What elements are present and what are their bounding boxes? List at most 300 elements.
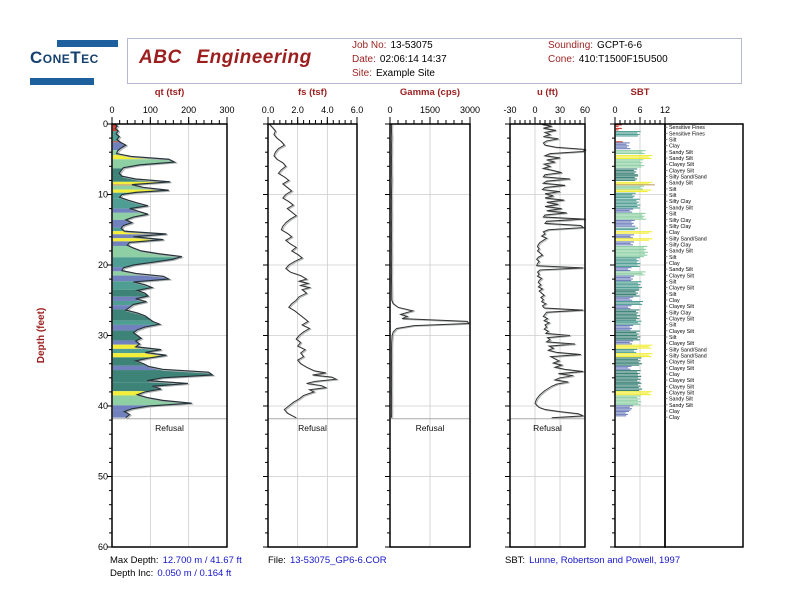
panel-u bbox=[503, 87, 590, 547]
field-label: Job No: bbox=[352, 40, 387, 51]
fill-band bbox=[112, 209, 227, 213]
footer-label: Depth Inc: bbox=[110, 568, 154, 579]
fill-band bbox=[112, 234, 227, 238]
sbt-soil-label: Sandy Silt bbox=[669, 248, 693, 255]
sbt-soil-label: Sandy Silt bbox=[669, 402, 693, 409]
sbt-soil-label: Clay bbox=[669, 260, 680, 267]
sbt-soil-label: Sandy Silt bbox=[669, 267, 693, 274]
sbt-bar bbox=[616, 273, 642, 274]
sbt-bar bbox=[616, 214, 642, 215]
sbt-bar bbox=[616, 318, 640, 319]
axis-tick-label: 0 bbox=[612, 105, 618, 115]
fill-band bbox=[112, 357, 227, 365]
logo-bar-top bbox=[57, 40, 118, 47]
depth-tick-label: 30 bbox=[97, 330, 108, 341]
sbt-bar bbox=[616, 314, 637, 315]
sbt-soil-label: Clay bbox=[669, 415, 680, 422]
sbt-bar bbox=[616, 253, 645, 254]
sbt-soil-label: Silty Clay bbox=[669, 199, 692, 206]
fill-band bbox=[112, 184, 227, 185]
footer-value: 12.700 m / 41.67 ft bbox=[162, 555, 242, 566]
sbt-bar bbox=[616, 369, 631, 370]
sbt-bar bbox=[616, 277, 631, 278]
sbt-soil-label: Silt bbox=[669, 334, 677, 341]
sbt-bar bbox=[616, 335, 637, 336]
sbt-bar bbox=[616, 128, 622, 129]
footer-label: SBT: bbox=[505, 555, 526, 566]
sbt-soil-label: Clay bbox=[669, 143, 680, 150]
sbt-bar bbox=[616, 398, 640, 399]
sbt-label-column bbox=[665, 124, 743, 547]
sbt-bar bbox=[616, 196, 635, 197]
sbt-soil-label: Sandy Silt bbox=[669, 205, 693, 212]
sbt-soil-label: Silt bbox=[669, 279, 677, 286]
sbt-soil-label: Silty Clay bbox=[669, 217, 692, 224]
fill-band bbox=[112, 168, 227, 175]
sbt-bar bbox=[616, 294, 636, 295]
sbt-bar bbox=[616, 259, 637, 260]
sbt-bar bbox=[616, 203, 637, 204]
sbt-bar bbox=[616, 384, 638, 385]
sbt-bar bbox=[616, 174, 638, 175]
sbt-bar bbox=[616, 168, 637, 169]
logo-bar-bottom bbox=[30, 78, 94, 85]
sbt-bar bbox=[616, 216, 645, 217]
sbt-bar bbox=[616, 193, 636, 194]
gamma-trace-shadow bbox=[393, 125, 470, 418]
sbt-top-axis bbox=[612, 105, 670, 124]
sbt-bar bbox=[616, 336, 641, 337]
sbt-bar bbox=[616, 170, 634, 171]
sbt-soil-label: Clay bbox=[669, 409, 680, 416]
sbt-soil-label: Silty Clay bbox=[669, 242, 692, 249]
sbt-bar bbox=[616, 229, 635, 230]
sbt-bar bbox=[616, 161, 640, 162]
fs-grid bbox=[268, 124, 357, 547]
sbt-bar bbox=[616, 343, 632, 344]
sbt-bar bbox=[616, 186, 644, 187]
fill-band bbox=[112, 325, 227, 331]
sbt-bar bbox=[616, 382, 640, 383]
footer-sbt-ref bbox=[505, 555, 680, 566]
logo-text: ConeTec bbox=[30, 48, 99, 67]
sbt-bar bbox=[616, 304, 642, 305]
fill-band bbox=[112, 290, 227, 297]
sbt-bar bbox=[616, 373, 640, 374]
sbt-soil-label: Clayey Silt bbox=[669, 328, 695, 335]
sbt-bar bbox=[616, 325, 633, 326]
sbt-bar bbox=[616, 391, 652, 392]
sbt-bar bbox=[616, 131, 641, 132]
sbt-bar bbox=[616, 377, 639, 378]
sbt-soil-label: Silty Clay bbox=[669, 310, 692, 317]
sbt-bar bbox=[616, 308, 631, 309]
sbt-bar bbox=[616, 359, 638, 360]
sbt-bar bbox=[616, 234, 634, 235]
sbt-bar bbox=[616, 252, 648, 253]
sbt-bar bbox=[616, 133, 637, 134]
fill-band bbox=[112, 150, 227, 155]
fill-band bbox=[112, 349, 227, 353]
sbt-bar bbox=[616, 240, 649, 241]
sbt-bar bbox=[616, 355, 649, 356]
sbt-bar bbox=[616, 415, 626, 416]
axis-tick-label: 3000 bbox=[459, 105, 481, 115]
sbt-bar bbox=[616, 263, 641, 264]
sbt-bar bbox=[616, 182, 652, 183]
sbt-bar bbox=[616, 333, 639, 334]
footer-label: Max Depth: bbox=[110, 555, 159, 566]
sbt-bar bbox=[616, 267, 632, 268]
sbt-bar bbox=[616, 394, 651, 395]
sbt-bar bbox=[616, 363, 642, 364]
sbt-soil-label: Clayey Silt bbox=[669, 304, 695, 311]
sbt-soil-label: Silt bbox=[669, 193, 677, 200]
sbt-soil-label: Sandy Silt bbox=[669, 396, 693, 403]
sbt-soil-label: Sensitive Fines bbox=[669, 131, 705, 138]
field-date bbox=[352, 54, 447, 65]
fs-top-axis bbox=[262, 105, 364, 124]
sbt-bar bbox=[616, 405, 633, 406]
field-cone bbox=[548, 54, 668, 65]
gamma-refusal-label: Refusal bbox=[415, 422, 445, 433]
field-label: Cone: bbox=[548, 54, 575, 65]
fill-band bbox=[112, 124, 227, 128]
sbt-bar bbox=[616, 293, 638, 294]
sbt-bar bbox=[616, 387, 639, 388]
footer-value: Lunne, Robertson and Powell, 1997 bbox=[529, 555, 681, 566]
sbt-bar bbox=[616, 173, 635, 174]
sbt-bar bbox=[616, 228, 638, 229]
fill-band bbox=[112, 281, 227, 289]
sbt-bar bbox=[616, 339, 640, 340]
axis-tick-label: -30 bbox=[503, 105, 517, 115]
sbt-bar bbox=[616, 155, 652, 156]
gamma-title: Gamma (cps) bbox=[399, 87, 461, 98]
depth-tick-label: 0 bbox=[102, 119, 108, 129]
sbt-soil-label: Clayey Silt bbox=[669, 384, 695, 391]
sbt-bar bbox=[616, 184, 655, 185]
sbt-title: SBT bbox=[630, 87, 650, 98]
sbt-bar bbox=[616, 135, 638, 136]
sbt-bar bbox=[616, 191, 648, 192]
sbt-bar bbox=[616, 129, 619, 130]
sbt-bar bbox=[616, 407, 630, 408]
sbt-soil-label: Clay bbox=[669, 230, 680, 237]
sbt-bar bbox=[616, 205, 641, 206]
sbt-bar bbox=[616, 284, 641, 285]
sbt-bar bbox=[616, 342, 630, 343]
company-name: ABC Engineering bbox=[139, 47, 312, 68]
fill-band bbox=[112, 353, 227, 357]
sbt-bar bbox=[616, 126, 619, 127]
axis-tick-label: 100 bbox=[142, 105, 158, 115]
sbt-bar bbox=[616, 410, 631, 411]
sbt-bar bbox=[616, 317, 637, 318]
fill-band bbox=[112, 391, 227, 395]
sbt-bar bbox=[616, 307, 628, 308]
sbt-bar bbox=[616, 287, 642, 288]
sbt-bar bbox=[616, 165, 644, 166]
field-value: 02:06:14 14:37 bbox=[379, 54, 447, 65]
fill-band bbox=[112, 345, 227, 349]
sbt-soil-label: Silty Sand/Sand bbox=[669, 174, 707, 181]
sbt-bar bbox=[616, 187, 641, 188]
sbt-soil-label: Sandy Silt bbox=[669, 156, 693, 163]
sbt-bar bbox=[616, 237, 633, 238]
sbt-bar bbox=[616, 403, 639, 404]
sbt-soil-label: Silty Sand/Sand bbox=[669, 353, 707, 360]
sbt-soil-label: Clay bbox=[669, 297, 680, 304]
fill-band bbox=[112, 321, 227, 325]
sbt-bar bbox=[616, 326, 630, 327]
field-site bbox=[352, 68, 435, 79]
sbt-bar bbox=[616, 295, 640, 296]
sbt-bar bbox=[616, 147, 627, 148]
sbt-bars bbox=[616, 124, 655, 416]
sbt-bar bbox=[616, 357, 642, 358]
sbt-bar bbox=[616, 300, 632, 301]
sbt-bar bbox=[616, 301, 643, 302]
sbt-bar bbox=[616, 238, 652, 239]
axis-tick-label: 0 bbox=[387, 105, 393, 115]
sbt-bar bbox=[616, 349, 637, 350]
axis-tick-label: 300 bbox=[219, 105, 235, 115]
depth-axis-title: Depth (feet) bbox=[36, 307, 47, 364]
axis-tick-label: 6.0 bbox=[350, 105, 364, 115]
sbt-bar bbox=[616, 348, 651, 349]
axis-tick-label: 6 bbox=[637, 105, 643, 115]
sbt-bar bbox=[616, 370, 641, 371]
sbt-bar bbox=[616, 414, 628, 415]
fill-band bbox=[112, 301, 227, 305]
sbt-bar bbox=[616, 231, 652, 232]
sbt-bar bbox=[616, 141, 623, 142]
sbt-bar bbox=[616, 269, 628, 270]
sbt-bar bbox=[616, 148, 631, 149]
sbt-bar bbox=[616, 352, 636, 353]
sbt-bar bbox=[616, 167, 641, 168]
sbt-bar bbox=[616, 226, 636, 227]
sbt-bar bbox=[616, 290, 639, 291]
field-label: Date: bbox=[352, 54, 376, 65]
sbt-bar bbox=[616, 276, 634, 277]
panel-qt bbox=[107, 87, 235, 547]
sbt-bar bbox=[616, 380, 637, 381]
footer-value: 0.050 m / 0.164 ft bbox=[157, 568, 232, 579]
depth-tick-label: 60 bbox=[97, 542, 108, 552]
sbt-soil-label: Silt bbox=[669, 186, 677, 193]
sbt-bar bbox=[616, 264, 638, 265]
conetec-logo bbox=[30, 40, 118, 85]
sbt-bar bbox=[616, 156, 649, 157]
sbt-soil-label: Silt bbox=[669, 291, 677, 298]
sbt-bar bbox=[616, 389, 642, 390]
sbt-soil-label: Silt bbox=[669, 211, 677, 218]
sbt-bar bbox=[616, 321, 642, 322]
sbt-bar bbox=[616, 180, 636, 181]
gamma-grid bbox=[390, 124, 470, 547]
sbt-bar bbox=[616, 223, 634, 224]
fill-band bbox=[112, 142, 227, 150]
sbt-bar bbox=[616, 134, 640, 135]
sbt-bar bbox=[616, 353, 652, 354]
sbt-bar bbox=[616, 209, 633, 210]
sbt-bar bbox=[616, 194, 632, 195]
sbt-bar bbox=[616, 309, 640, 310]
sbt-bar bbox=[616, 262, 637, 263]
sbt-bar bbox=[616, 212, 632, 213]
fs-refusal-label: Refusal bbox=[298, 422, 327, 433]
sbt-bar bbox=[616, 329, 631, 330]
fill-band bbox=[112, 186, 227, 190]
sbt-bar bbox=[616, 217, 643, 218]
sbt-bar bbox=[616, 332, 637, 333]
sbt-soil-label: Clayey Silt bbox=[669, 273, 695, 280]
sbt-bar bbox=[616, 315, 640, 316]
sbt-bar bbox=[616, 221, 632, 222]
sbt-bar bbox=[616, 250, 645, 251]
sbt-soil-label: Clayey Silt bbox=[669, 285, 695, 292]
axis-tick-label: 12 bbox=[659, 105, 671, 115]
fs-title: fs (tsf) bbox=[297, 87, 328, 98]
sbt-bar bbox=[616, 142, 630, 143]
fill-band bbox=[112, 383, 227, 391]
sbt-bar bbox=[616, 367, 628, 368]
sbt-bar bbox=[616, 189, 643, 190]
sbt-bar bbox=[616, 320, 636, 321]
sbt-bar bbox=[616, 397, 637, 398]
sbt-bar bbox=[616, 328, 632, 329]
field-label: Site: bbox=[352, 68, 373, 79]
footer-depth-inc bbox=[110, 568, 231, 579]
sbt-bar bbox=[616, 305, 632, 306]
sbt-bar bbox=[616, 159, 644, 160]
sbt-bar bbox=[616, 338, 638, 339]
axis-tick-label: 200 bbox=[181, 105, 197, 115]
sbt-bar bbox=[616, 178, 637, 179]
sbt-bar bbox=[616, 202, 639, 203]
sbt-bar bbox=[616, 200, 637, 201]
sbt-bar bbox=[616, 412, 626, 413]
sbt-bar bbox=[616, 280, 631, 281]
field-sounding bbox=[548, 40, 642, 51]
fill-band bbox=[112, 340, 227, 344]
panel-fs bbox=[262, 87, 364, 547]
sbt-bar bbox=[616, 197, 633, 198]
axis-tick-label: 4.0 bbox=[321, 105, 334, 115]
axis-tick-label: 2.0 bbox=[291, 105, 304, 115]
sbt-soil-label: Clayey Silt bbox=[669, 162, 695, 169]
sbt-bar bbox=[616, 322, 638, 323]
sbt-label-box bbox=[665, 124, 743, 547]
sbt-bar bbox=[616, 247, 644, 248]
sbt-bar bbox=[616, 311, 636, 312]
sbt-bar bbox=[616, 144, 627, 145]
sbt-bar bbox=[616, 298, 630, 299]
sbt-bar bbox=[616, 175, 638, 176]
sbt-bar bbox=[616, 249, 646, 250]
sbt-bar bbox=[616, 297, 633, 298]
field-label: Sounding: bbox=[548, 40, 594, 51]
sbt-bar bbox=[616, 324, 641, 325]
sbt-bar bbox=[616, 171, 636, 172]
sbt-bar bbox=[616, 224, 632, 225]
axis-tick-label: 30 bbox=[554, 105, 566, 115]
sbt-bar bbox=[616, 190, 651, 191]
depth-tick-label: 10 bbox=[97, 189, 108, 200]
u-refusal-label: Refusal bbox=[533, 422, 562, 433]
depth-axis bbox=[36, 119, 108, 552]
sbt-bar bbox=[616, 266, 640, 267]
fill-band bbox=[112, 297, 227, 301]
field-value: GCPT-6-6 bbox=[597, 40, 643, 51]
sbt-soil-label: Silty Sand/Sand bbox=[669, 236, 707, 243]
sbt-bar bbox=[616, 246, 647, 247]
fill-band bbox=[112, 131, 227, 141]
fill-band bbox=[112, 238, 227, 241]
sbt-bar bbox=[616, 153, 645, 154]
sbt-bar bbox=[616, 302, 640, 303]
sbt-bar bbox=[616, 401, 641, 402]
sbt-bar bbox=[616, 243, 631, 244]
sbt-soil-label: Clayey Silt bbox=[669, 359, 695, 366]
footer-value: 13-53075_GP6-6.COR bbox=[289, 555, 387, 566]
field-value: Example Site bbox=[376, 68, 435, 79]
sbt-bar bbox=[616, 286, 639, 287]
axis-tick-label: 1500 bbox=[419, 105, 441, 115]
sbt-bar bbox=[616, 390, 639, 391]
sbt-bar bbox=[616, 210, 630, 211]
sbt-bar bbox=[616, 219, 646, 220]
fill-band bbox=[112, 141, 227, 142]
sbt-bar bbox=[616, 379, 641, 380]
sbt-bar bbox=[616, 395, 641, 396]
axis-tick-label: 60 bbox=[579, 105, 591, 115]
sbt-bar bbox=[616, 270, 631, 271]
sbt-soil-label: Clayey Silt bbox=[669, 378, 695, 385]
sbt-soil-label: Silt bbox=[669, 254, 677, 261]
sbt-soil-label: Clayey Silt bbox=[669, 168, 695, 175]
footer-label: File: bbox=[268, 555, 286, 566]
sbt-bar bbox=[616, 360, 641, 361]
sbt-bar bbox=[616, 152, 642, 153]
sbt-bar bbox=[616, 260, 639, 261]
sbt-bar bbox=[616, 283, 638, 284]
sbt-bar bbox=[616, 207, 640, 208]
sbt-bar bbox=[616, 244, 633, 245]
axis-tick-label: 0 bbox=[109, 105, 115, 115]
qt-top-axis bbox=[109, 105, 234, 124]
sbt-bar bbox=[616, 220, 635, 221]
depth-tick-label: 50 bbox=[97, 471, 108, 482]
sbt-soil-label: Clayey Silt bbox=[669, 365, 695, 372]
sbt-bar bbox=[616, 383, 642, 384]
sbt-bar bbox=[616, 400, 638, 401]
sbt-bar bbox=[616, 365, 639, 366]
fill-band bbox=[112, 395, 227, 405]
panel-gamma bbox=[385, 87, 480, 547]
u-top-axis bbox=[503, 105, 590, 124]
sbt-bar bbox=[616, 255, 647, 256]
sbt-bar bbox=[616, 177, 635, 178]
sbt-soil-label: Sandy Silt bbox=[669, 180, 693, 187]
sbt-bar bbox=[616, 408, 632, 409]
axis-tick-label: 0 bbox=[532, 105, 538, 115]
sbt-bar bbox=[616, 411, 629, 412]
sbt-bar bbox=[616, 340, 633, 341]
sbt-soil-label: Silty Sand/Sand bbox=[669, 347, 707, 354]
